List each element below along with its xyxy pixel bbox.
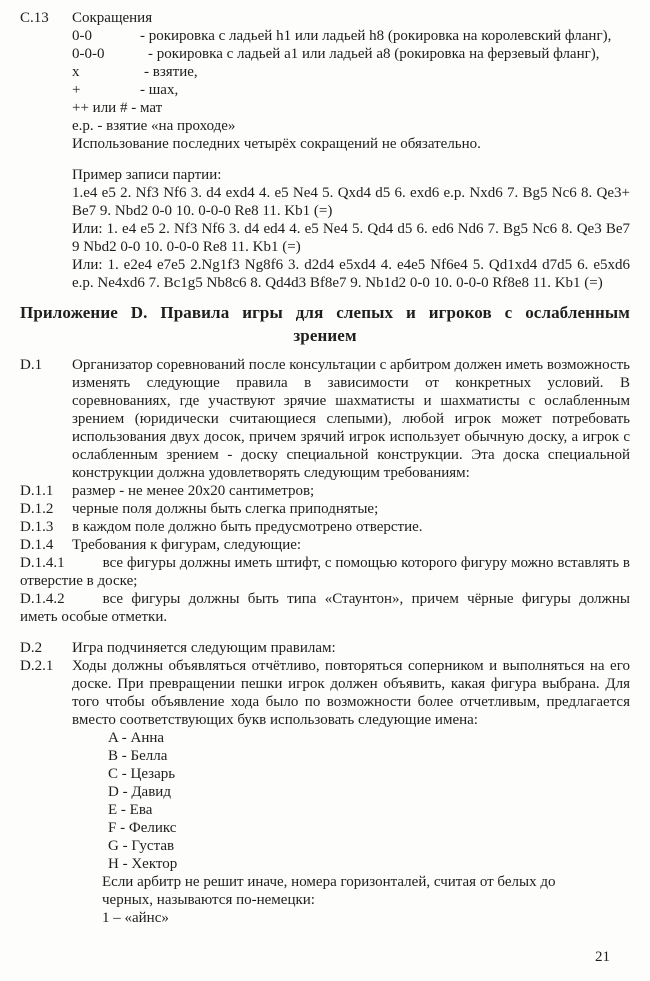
abbreviation-ep-line: e.p. - взятие «на проходе» <box>72 118 236 134</box>
piece-name-item: H - Хектор <box>108 856 178 872</box>
rule-number: D.2 <box>20 640 43 656</box>
rule-d2-1 <box>20 657 630 927</box>
rule-d1-1 <box>20 482 630 500</box>
rule-number: D.1.2 <box>20 501 54 517</box>
section-c13 <box>20 9 630 292</box>
rank-naming-line: 1 – «айнс» <box>102 910 169 926</box>
rank-naming-line: черных, называются по-немецки: <box>102 892 315 908</box>
abbreviation-term: 0-0-0 <box>72 46 105 62</box>
rule-number: D.1.1 <box>20 483 54 499</box>
rule-text: в каждом поле должно быть предусмотрено отверстие. <box>72 519 423 535</box>
appendix-d-heading-line2: зрением <box>293 326 357 345</box>
rule-text: Организатор соревнований после консультации с арбитром должен иметь возможность изменять следующие правила в зависимости от конкретных условий. В соревнованиях, где участвуют зрячие шахматисты и шахматисты с ослабленным зрением (юридически считающиеся слепыми), любой игрок может потребовать использования двух досок, причем зрячий игрок использует обычную доску, а игрок с ослабленным зрением - доску специальной конструкции. Эта доска специальной конструкции должна удовлетворять следующим требованиям: <box>72 357 630 481</box>
rule-d1-2 <box>20 500 630 518</box>
rule-d1 <box>20 356 630 482</box>
example-label: Пример записи партии: <box>72 167 222 183</box>
rule-number: D.1.3 <box>20 519 54 535</box>
rule-text: Ходы должны объявляться отчётливо, повторяться соперником и выполняться на его доске. При превращении пешки игрок должен объявить, какая фигура выбрана. Для того чтобы объявление хода было по возможности более отчетливым, предлагается вместо соответствующих букв использовать следующие имена: <box>72 658 630 728</box>
rule-text: все фигуры должны иметь штифт, с помощью которого фигуру можно вставлять в отверстие в доске; <box>20 555 630 589</box>
game-notation-example: Или: 1. e2e4 e7e5 2.Ng1f3 Ng8f6 3. d2d4 e5xd4 4. e4e5 Nf6e4 5. Qd1xd4 d7d5 6. e5xd6 e.p. Ne4xd6 7. Bc1g5 Nb8c6 8. Qd4d3 Bf8e7 9. Nb1d2 0-0 10. 0-0-0 Rf8e8 11. Kb1 (=) <box>72 257 630 291</box>
rule-text: размер - не менее 20x20 сантиметров; <box>72 483 315 499</box>
rank-naming-note <box>102 873 630 927</box>
abbreviation-term: + <box>72 82 81 98</box>
rule-text: Игра подчиняется следующим правилам: <box>72 640 336 656</box>
abbreviation-mate-line: ++ или # - мат <box>72 100 163 116</box>
abbreviation-row <box>72 81 630 99</box>
abbreviation-row <box>72 45 630 63</box>
section-c13-number: C.13 <box>20 10 49 26</box>
rule-d1-4-1 <box>20 554 630 590</box>
piece-name-item: C - Цезарь <box>108 766 176 782</box>
abbreviation-term: x <box>72 64 80 80</box>
rule-d1-4-2 <box>20 590 630 626</box>
section-c13-body <box>72 9 630 292</box>
rule-text: Требования к фигурам, следующие: <box>72 537 302 553</box>
abbreviation-definition: - шах, <box>140 82 179 98</box>
piece-name-item: A - Анна <box>108 730 165 746</box>
rank-naming-line: Если арбитр не решит иначе, номера горизонталей, считая от белых до <box>102 874 556 890</box>
piece-name-item: F - Феликс <box>108 820 177 836</box>
piece-names-list <box>108 729 630 873</box>
rule-d1-3 <box>20 518 630 536</box>
game-notation-example: Или: 1. e4 e5 2. Nf3 Nf6 3. d4 ed4 4. e5 Ne4 5. Qd4 d5 6. ed6 Nd6 7. Bg5 Nc6 8. Qe3 Be7 9 Nbd2 0-0 10. 0-0-0 Re8 11. Kb1 (=) <box>72 221 630 255</box>
abbreviation-definition: - рокировка с ладьей a1 или ладьей a8 (рокировка на ферзевый фланг), <box>148 46 600 62</box>
piece-name-item: D - Давид <box>108 784 171 800</box>
appendix-d-heading <box>20 301 630 347</box>
rule-number: D.1.4 <box>20 537 54 553</box>
abbreviation-row <box>72 63 630 81</box>
piece-name-item: G - Густав <box>108 838 175 854</box>
rule-d1-4 <box>20 536 630 554</box>
piece-name-item: E - Ева <box>108 802 153 818</box>
piece-name-item: B - Белла <box>108 748 168 764</box>
abbreviation-definition: - взятие, <box>144 64 198 80</box>
rule-number: D.1 <box>20 357 43 373</box>
page-number: 21 <box>595 949 610 965</box>
section-c13-title: Сокращения <box>72 10 153 26</box>
rule-d2-1-body <box>72 657 630 927</box>
abbreviation-term: 0-0 <box>72 28 92 44</box>
appendix-d-heading-line1: Приложение D. Правила игры для слепых и игроков с ослабленным <box>20 303 630 322</box>
rule-d2 <box>20 639 630 657</box>
abbreviation-note: Использование последних четырёх сокращений не обязательно. <box>72 136 481 152</box>
rule-number: D.1.4.2 <box>20 591 65 607</box>
abbreviation-definition: - рокировка с ладьей h1 или ладьей h8 (рокировка на королевский фланг), <box>140 28 612 44</box>
rule-number: D.2.1 <box>20 658 54 674</box>
rule-number: D.1.4.1 <box>20 555 65 571</box>
rule-text: все фигуры должны быть типа «Стаунтон», причем чёрные фигуры должны иметь особые отметки. <box>20 591 630 625</box>
rule-text: черные поля должны быть слегка приподнятые; <box>72 501 379 517</box>
game-notation-example: 1.e4 e5 2. Nf3 Nf6 3. d4 exd4 4. e5 Ne4 5. Qxd4 d5 6. exd6 e.p. Nxd6 7. Bg5 Nc6 8. Qe3+ Be7 9. Nbd2 0-0 10. 0-0-0 Re8 11. Kb1 (=) <box>72 185 630 219</box>
abbreviation-row <box>72 27 630 45</box>
